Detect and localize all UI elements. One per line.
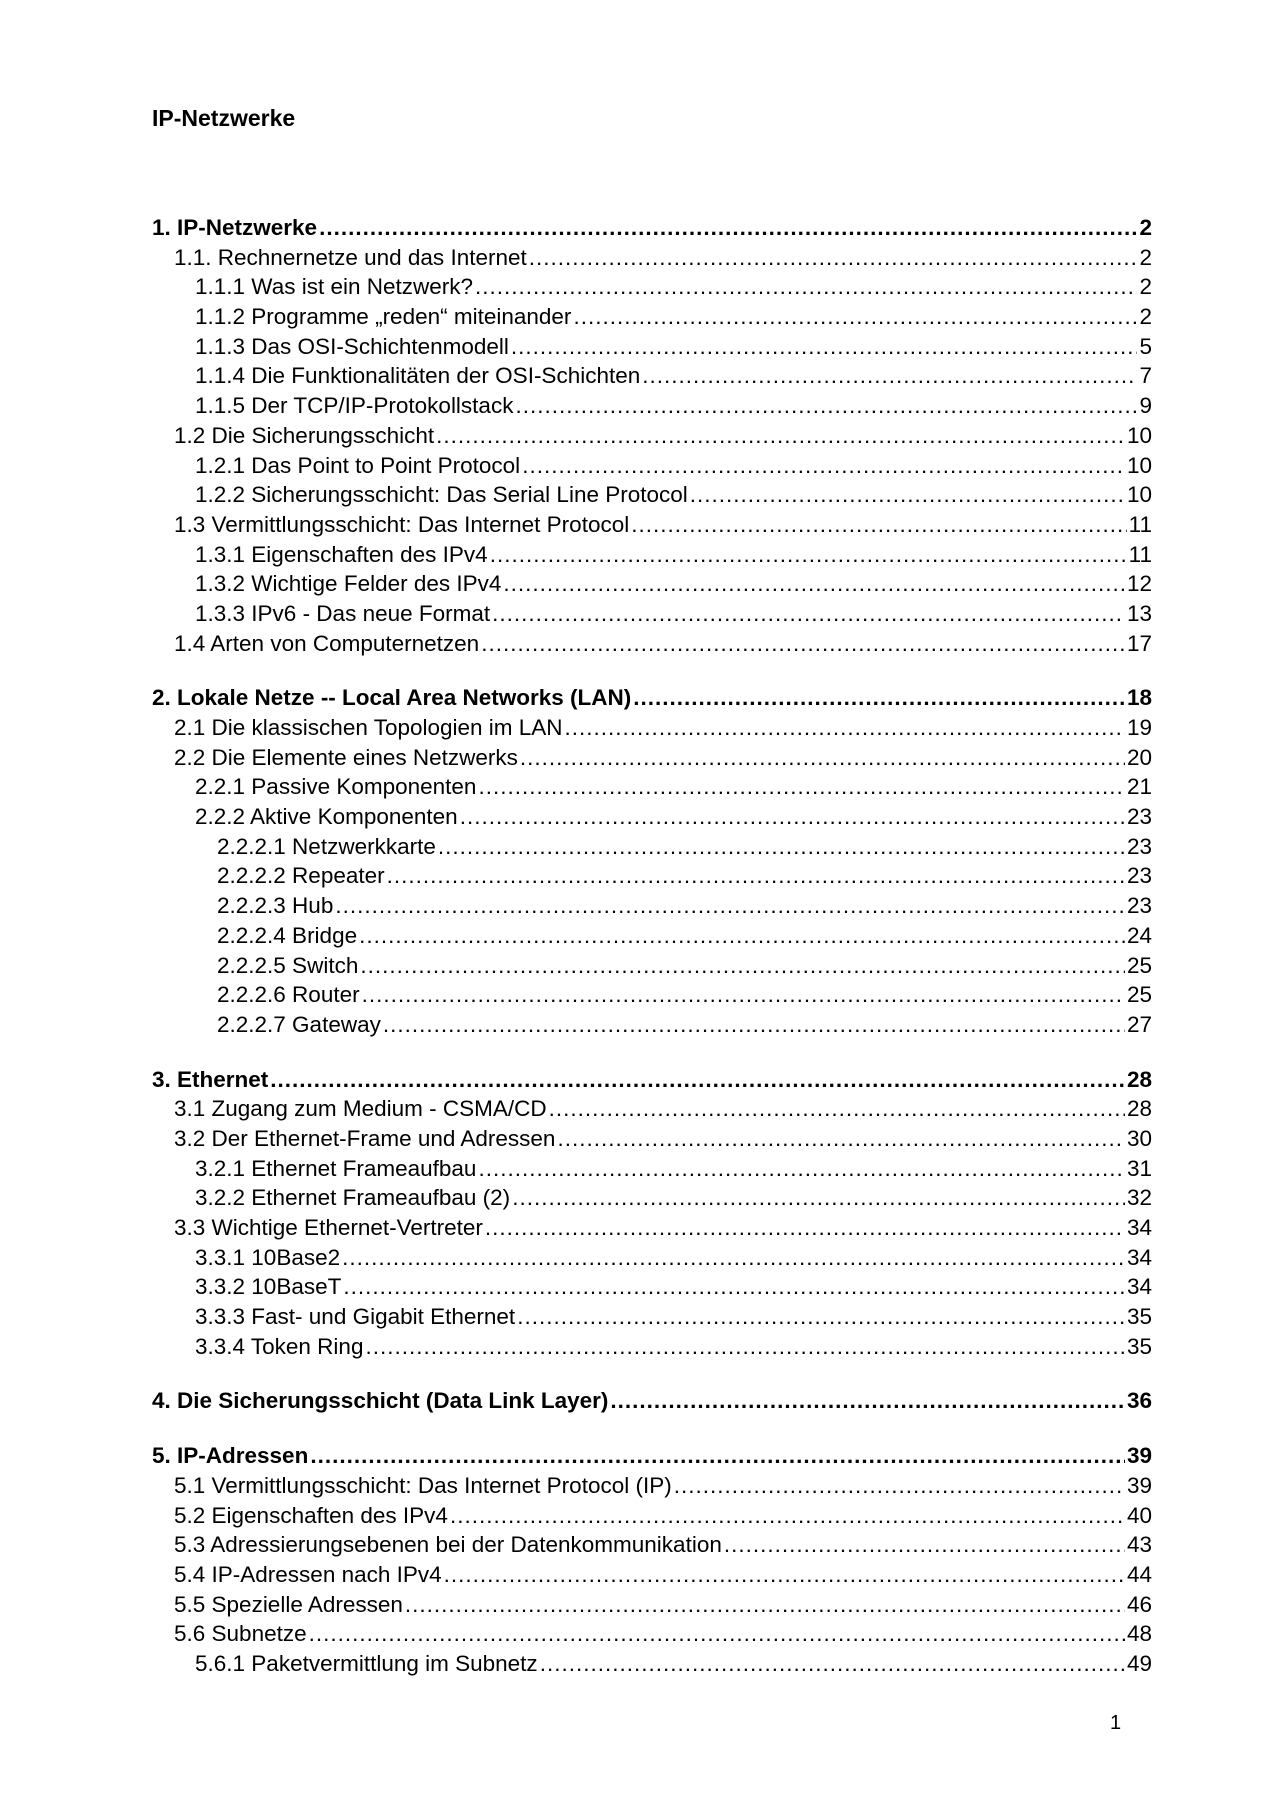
toc-dot-leader: [724, 1530, 1125, 1560]
toc-dot-leader: [610, 1386, 1125, 1416]
toc-dot-leader: [492, 599, 1125, 629]
toc-entry-page: 40: [1126, 1502, 1152, 1528]
toc-entry-page: 31: [1126, 1155, 1152, 1181]
toc-entry-title: 1.2.1 Das Point to Point Protocol: [195, 452, 521, 478]
toc-entry-page: 46: [1126, 1591, 1152, 1617]
toc-entry[interactable]: [152, 772, 1152, 802]
toc-entry-page: 23: [1126, 863, 1152, 889]
toc-entry-title: 5.6 Subnetze: [174, 1621, 307, 1647]
toc-entry-title: 3.2.1 Ethernet Frameaufbau: [195, 1155, 477, 1181]
toc-entry-title: 1.3.1 Eigenschaften des IPv4: [195, 541, 488, 567]
toc-dot-leader: [517, 1302, 1125, 1332]
toc-entry[interactable]: [152, 921, 1152, 951]
toc-entry-title: 3.3.2 10BaseT: [195, 1274, 342, 1300]
toc-entry[interactable]: [152, 802, 1152, 832]
toc-entry[interactable]: [152, 1010, 1152, 1040]
toc-entry-title: 4. Die Sicherungsschicht (Data Link Layer): [152, 1388, 609, 1414]
toc-entry-title: 3.2 Der Ethernet-Frame und Adressen: [174, 1125, 556, 1151]
toc-dot-leader: [565, 713, 1125, 743]
toc-dot-leader: [438, 832, 1125, 862]
toc-dot-leader: [511, 332, 1138, 362]
toc-dot-leader: [540, 1649, 1125, 1679]
toc-entry[interactable]: [152, 421, 1152, 451]
toc-entry[interactable]: [152, 1243, 1152, 1273]
toc-entry[interactable]: [152, 861, 1152, 891]
toc-entry-page: 32: [1126, 1185, 1152, 1211]
toc-entry-page: 20: [1126, 744, 1152, 770]
toc-entry-page: 13: [1126, 600, 1152, 626]
page-number: 1: [1110, 1712, 1122, 1734]
toc-entry-title: 2.2.2.5 Switch: [217, 952, 359, 978]
toc-entry-title: 1.1. Rechnernetze und das Internet: [174, 244, 527, 270]
toc-entry-title: 2.2.1 Passive Komponenten: [195, 774, 477, 800]
toc-chapter-entry[interactable]: [152, 1386, 1152, 1416]
toc-entry-title: 2. Lokale Netze -- Local Area Networks (LAN): [152, 685, 632, 711]
toc-entry-page: 11: [1128, 541, 1152, 567]
toc-dot-leader: [490, 540, 1127, 570]
toc-dot-leader: [436, 421, 1125, 451]
toc-chapter-entry[interactable]: [152, 213, 1152, 243]
toc-entry-page: 24: [1126, 922, 1152, 948]
toc-dot-leader: [690, 480, 1125, 510]
toc-entry-title: 1.1.1 Was ist ein Netzwerk?: [195, 274, 474, 300]
toc-entry-title: 2.2.2.7 Gateway: [217, 1011, 381, 1037]
toc-entry[interactable]: [152, 832, 1152, 862]
toc-entry[interactable]: [152, 1530, 1152, 1560]
toc-chapter-entry[interactable]: [152, 1065, 1152, 1095]
toc-entry-title: 1.1.2 Programme „reden“ miteinander: [195, 304, 572, 330]
toc-dot-leader: [522, 451, 1125, 481]
toc-entry-title: 3.1 Zugang zum Medium - CSMA/CD: [174, 1096, 547, 1122]
toc-entry[interactable]: [152, 713, 1152, 743]
toc-entry-title: 5.3 Adressierungsebenen bei der Datenkommunikation: [174, 1532, 722, 1558]
toc-entry[interactable]: [152, 743, 1152, 773]
toc-dot-leader: [405, 1590, 1125, 1620]
toc-entry-page: 10: [1126, 422, 1152, 448]
toc-entry[interactable]: [152, 302, 1152, 332]
toc-entry-page: 17: [1126, 630, 1152, 656]
toc-entry[interactable]: [152, 1619, 1152, 1649]
toc-entry-page: 10: [1126, 482, 1152, 508]
toc-entry[interactable]: [152, 1590, 1152, 1620]
toc-entry[interactable]: [152, 391, 1152, 421]
toc-entry[interactable]: [152, 980, 1152, 1010]
toc-entry-title: 2.2 Die Elemente eines Netzwerks: [174, 744, 518, 770]
toc-entry-page: 49: [1126, 1650, 1152, 1676]
toc-entry[interactable]: [152, 629, 1152, 659]
toc-dot-leader: [529, 243, 1138, 273]
toc-entry[interactable]: [152, 1154, 1152, 1184]
toc-dot-leader: [631, 510, 1126, 540]
toc-entry-page: 36: [1126, 1388, 1152, 1414]
toc-entry-title: 1.1.4 Die Funktionalitäten der OSI-Schichten: [195, 363, 641, 389]
toc-entry-page: 21: [1126, 774, 1152, 800]
toc-entry-page: 7: [1139, 363, 1152, 389]
toc-entry-page: 39: [1126, 1443, 1152, 1469]
toc-entry-page: 28: [1126, 1096, 1152, 1122]
toc-entry-title: 5.5 Spezielle Adressen: [174, 1591, 403, 1617]
toc-entry[interactable]: [152, 1302, 1152, 1332]
toc-dot-leader: [485, 1213, 1125, 1243]
toc-entry[interactable]: [152, 1213, 1152, 1243]
toc-entry[interactable]: [152, 1272, 1152, 1302]
toc-entry-page: 23: [1126, 804, 1152, 830]
toc-dot-leader: [475, 272, 1137, 302]
toc-entry-title: 2.1 Die klassischen Topologien im LAN: [174, 715, 563, 740]
toc-entry-title: 2.2.2.2 Repeater: [217, 863, 385, 889]
toc-dot-leader: [573, 302, 1137, 332]
toc-entry-page: 34: [1126, 1274, 1152, 1300]
toc-entry-page: 2: [1139, 304, 1152, 330]
toc-dot-leader: [549, 1094, 1125, 1124]
toc-dot-leader: [520, 743, 1125, 773]
toc-entry-page: 12: [1126, 571, 1152, 597]
toc-dot-leader: [674, 1471, 1125, 1501]
toc-dot-leader: [270, 1065, 1125, 1095]
toc-dot-leader: [478, 772, 1125, 802]
toc-entry[interactable]: [152, 361, 1152, 391]
toc-entry-title: 5.6.1 Paketvermittlung im Subnetz: [195, 1650, 538, 1676]
toc-dot-leader: [383, 1010, 1125, 1040]
toc-entry-page: 35: [1126, 1333, 1152, 1359]
toc-entry[interactable]: [152, 1471, 1152, 1501]
document-title: IP-Netzwerke: [152, 105, 296, 131]
toc-entry-page: 34: [1126, 1215, 1152, 1240]
toc-dot-leader: [512, 1183, 1125, 1213]
toc-entry-page: 25: [1126, 982, 1152, 1008]
toc-entry-page: 44: [1126, 1561, 1152, 1587]
toc-entry[interactable]: [152, 332, 1152, 362]
toc-entry-page: 2: [1139, 244, 1152, 270]
toc-entry[interactable]: [152, 510, 1152, 540]
toc-entry-title: 3.3.4 Token Ring: [195, 1333, 364, 1359]
toc-dot-leader: [362, 980, 1125, 1010]
toc-entry-page: 2: [1139, 215, 1152, 240]
toc-dot-leader: [460, 802, 1125, 832]
toc-entry-page: 18: [1126, 685, 1152, 711]
toc-dot-leader: [359, 921, 1125, 951]
toc-dot-leader: [319, 213, 1137, 243]
toc-dot-leader: [309, 1619, 1125, 1649]
toc-entry[interactable]: [152, 1501, 1152, 1531]
toc-entry-page: 48: [1126, 1621, 1152, 1647]
toc-entry-title: 1.1.3 Das OSI-Schichtenmodell: [195, 333, 509, 359]
toc-entry-title: 1.3.3 IPv6 - Das neue Format: [195, 600, 491, 626]
toc-entry-page: 2: [1139, 274, 1152, 300]
toc-dot-leader: [343, 1272, 1125, 1302]
table-of-contents: [152, 213, 1152, 1679]
toc-entry[interactable]: [152, 243, 1152, 273]
toc-entry-page: 34: [1126, 1244, 1152, 1270]
toc-dot-leader: [365, 1332, 1125, 1362]
toc-entry[interactable]: [152, 1124, 1152, 1154]
toc-dot-leader: [310, 1441, 1125, 1471]
toc-entry-title: 3.2.2 Ethernet Frameaufbau (2): [195, 1185, 511, 1211]
toc-dot-leader: [481, 629, 1125, 659]
toc-entry-title: 5.4 IP-Adressen nach IPv4: [174, 1561, 442, 1587]
toc-entry-title: 1.3.2 Wichtige Felder des IPv4: [195, 571, 502, 597]
toc-dot-leader: [503, 569, 1125, 599]
toc-entry-title: 2.2.2.3 Hub: [217, 893, 334, 919]
toc-entry-title: 1.2.2 Sicherungsschicht: Das Serial Line Protocol: [195, 482, 688, 508]
toc-entry-title: 2.2.2 Aktive Komponenten: [195, 804, 458, 830]
toc-entry[interactable]: [152, 451, 1152, 481]
toc-dot-leader: [450, 1501, 1125, 1531]
toc-dot-leader: [335, 891, 1125, 921]
toc-entry-title: 2.2.2.6 Router: [217, 982, 360, 1008]
toc-dot-leader: [342, 1243, 1125, 1273]
toc-dot-leader: [387, 861, 1125, 891]
toc-entry[interactable]: [152, 951, 1152, 981]
toc-entry[interactable]: [152, 1649, 1152, 1679]
toc-entry-page: 5: [1139, 333, 1152, 359]
toc-entry-title: 2.2.2.1 Netzwerkkarte: [217, 833, 436, 859]
toc-entry[interactable]: [152, 1332, 1152, 1362]
toc-entry-page: 23: [1126, 893, 1152, 919]
toc-entry[interactable]: [152, 569, 1152, 599]
toc-entry-title: 1.1.5 Der TCP/IP-Protokollstack: [195, 393, 514, 419]
toc-entry-title: 5.2 Eigenschaften des IPv4: [174, 1502, 448, 1528]
toc-dot-leader: [515, 391, 1137, 421]
toc-entry-page: 19: [1126, 715, 1152, 740]
toc-entry[interactable]: [152, 599, 1152, 629]
toc-chapter-entry[interactable]: [152, 1441, 1152, 1471]
toc-entry-page: 30: [1126, 1125, 1152, 1151]
toc-dot-leader: [633, 683, 1125, 713]
toc-entry[interactable]: [152, 272, 1152, 302]
toc-entry[interactable]: [152, 1183, 1152, 1213]
toc-entry-title: 5.1 Vermittlungsschicht: Das Internet Protocol (IP): [174, 1472, 672, 1498]
toc-entry-page: 27: [1126, 1011, 1152, 1037]
toc-entry[interactable]: [152, 480, 1152, 510]
toc-entry-title: 1.2 Die Sicherungsschicht: [174, 422, 435, 448]
toc-entry-title: 3.3 Wichtige Ethernet-Vertreter: [174, 1215, 483, 1240]
toc-dot-leader: [444, 1560, 1125, 1590]
toc-entry-title: 5. IP-Adressen: [152, 1443, 309, 1469]
toc-entry-page: 11: [1128, 511, 1152, 537]
toc-entry-page: 23: [1126, 833, 1152, 859]
toc-dot-leader: [557, 1124, 1125, 1154]
toc-entry-page: 28: [1126, 1066, 1152, 1092]
toc-entry-title: 3. Ethernet: [152, 1066, 269, 1092]
toc-entry-title: 1.3 Vermittlungsschicht: Das Internet Protocol: [174, 511, 630, 537]
toc-entry-page: 10: [1126, 452, 1152, 478]
toc-entry-page: 35: [1126, 1304, 1152, 1330]
toc-entry[interactable]: [152, 1560, 1152, 1590]
toc-dot-leader: [360, 951, 1125, 981]
toc-entry-title: 1.4 Arten von Computernetzen: [174, 630, 480, 656]
toc-entry-page: 25: [1126, 952, 1152, 978]
toc-entry-title: 2.2.2.4 Bridge: [217, 922, 358, 948]
toc-entry-title: 3.3.1 10Base2: [195, 1244, 341, 1270]
toc-entry[interactable]: [152, 891, 1152, 921]
toc-dot-leader: [478, 1154, 1125, 1184]
toc-entry-page: 39: [1126, 1472, 1152, 1498]
toc-entry-page: 9: [1139, 393, 1152, 419]
toc-entry[interactable]: [152, 540, 1152, 570]
toc-chapter-entry[interactable]: [152, 683, 1152, 713]
toc-entry-page: 43: [1126, 1532, 1152, 1558]
toc-entry[interactable]: [152, 1094, 1152, 1124]
toc-entry-title: 3.3.3 Fast- und Gigabit Ethernet: [195, 1304, 516, 1330]
toc-dot-leader: [642, 361, 1137, 391]
toc-entry-title: 1. IP-Netzwerke: [152, 215, 318, 240]
